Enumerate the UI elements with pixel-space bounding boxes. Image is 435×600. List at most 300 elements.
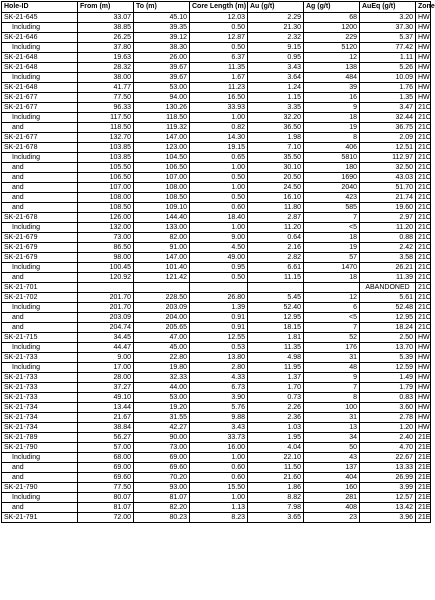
- hole-id-cell: SK-21-648: [2, 83, 78, 93]
- ag-cell: 137: [304, 463, 360, 473]
- au-cell: 2.26: [248, 403, 304, 413]
- au-cell: 7.98: [248, 503, 304, 513]
- table-row: [2, 193, 431, 203]
- core-length-cell: 1.67: [190, 73, 248, 83]
- hole-id-cell: Including: [2, 363, 78, 373]
- au-cell: 1.70: [248, 383, 304, 393]
- from-cell: 96.33: [78, 103, 134, 113]
- au-cell: 4.98: [248, 353, 304, 363]
- zone-cell: HW: [416, 393, 431, 403]
- to-cell: 109.10: [134, 203, 190, 213]
- core-length-cell: 0.91: [190, 313, 248, 323]
- hole-id-cell: and: [2, 193, 78, 203]
- aueq-cell: 43.03: [360, 173, 416, 183]
- zone-cell: HW: [416, 383, 431, 393]
- table-row: [2, 13, 431, 23]
- table-body: [2, 13, 431, 523]
- core-length-cell: 11.35: [190, 63, 248, 73]
- to-cell: [134, 283, 190, 293]
- ag-cell: 2040: [304, 183, 360, 193]
- au-cell: 24.50: [248, 183, 304, 193]
- aueq-cell: 1.79: [360, 383, 416, 393]
- from-cell: 73.00: [78, 233, 134, 243]
- au-cell: 11.80: [248, 203, 304, 213]
- core-length-cell: 0.60: [190, 203, 248, 213]
- au-cell: 22.10: [248, 453, 304, 463]
- zone-cell: 21C: [416, 153, 431, 163]
- table-row: [2, 373, 431, 383]
- from-cell: 28.00: [78, 373, 134, 383]
- to-cell: 73.00: [134, 443, 190, 453]
- hole-id-cell: and: [2, 503, 78, 513]
- table-row: [2, 163, 431, 173]
- from-cell: 106.50: [78, 173, 134, 183]
- from-cell: 26.25: [78, 33, 134, 43]
- core-length-cell: 6.73: [190, 383, 248, 393]
- hole-id-cell: Including: [2, 343, 78, 353]
- ag-cell: 404: [304, 473, 360, 483]
- ag-cell: 1200: [304, 23, 360, 33]
- table-row: [2, 303, 431, 313]
- aueq-cell: 18.24: [360, 323, 416, 333]
- hole-id-cell: SK-21-734: [2, 403, 78, 413]
- aueq-cell: 32.44: [360, 113, 416, 123]
- hole-id-cell: SK-21-677: [2, 93, 78, 103]
- au-cell: 3.64: [248, 73, 304, 83]
- aueq-cell: 1.35: [360, 93, 416, 103]
- ag-cell: 19: [304, 243, 360, 253]
- ag-cell: 18: [304, 113, 360, 123]
- table-row: [2, 363, 431, 373]
- aueq-cell: 32.50: [360, 163, 416, 173]
- zone-cell: 21E: [416, 503, 431, 513]
- core-length-cell: 18.40: [190, 213, 248, 223]
- aueq-cell: 11.20: [360, 223, 416, 233]
- table-row: [2, 393, 431, 403]
- from-cell: 105.50: [78, 163, 134, 173]
- from-cell: 57.00: [78, 443, 134, 453]
- core-length-cell: 0.95: [190, 263, 248, 273]
- core-length-cell: 0.50: [190, 23, 248, 33]
- to-cell: 108.50: [134, 193, 190, 203]
- aueq-cell: 10.09: [360, 73, 416, 83]
- from-cell: 49.10: [78, 393, 134, 403]
- ag-cell: 13: [304, 423, 360, 433]
- au-cell: 35.50: [248, 153, 304, 163]
- to-cell: 39.35: [134, 23, 190, 33]
- table-row: [2, 293, 431, 303]
- aueq-cell: 77.42: [360, 43, 416, 53]
- ag-cell: 43: [304, 453, 360, 463]
- from-cell: 33.07: [78, 13, 134, 23]
- au-cell: 30.10: [248, 163, 304, 173]
- to-cell: 204.00: [134, 313, 190, 323]
- ag-cell: 8: [304, 133, 360, 143]
- au-cell: 16.10: [248, 193, 304, 203]
- ag-cell: 7: [304, 383, 360, 393]
- core-length-cell: 6.37: [190, 53, 248, 63]
- zone-cell: HW: [416, 423, 431, 433]
- from-cell: 9.00: [78, 353, 134, 363]
- hole-id-cell: SK-21-734: [2, 413, 78, 423]
- zone-cell: 21C: [416, 103, 431, 113]
- table-row: [2, 483, 431, 493]
- to-cell: 39.12: [134, 33, 190, 43]
- to-cell: 108.00: [134, 183, 190, 193]
- header-aueq: AuEq (g/t): [360, 2, 416, 13]
- ag-cell: 18: [304, 273, 360, 283]
- zone-cell: HW: [416, 83, 431, 93]
- hole-id-cell: SK-21-734: [2, 423, 78, 433]
- to-cell: 90.00: [134, 433, 190, 443]
- from-cell: 41.77: [78, 83, 134, 93]
- from-cell: 77.50: [78, 93, 134, 103]
- zone-cell: HW: [416, 363, 431, 373]
- core-length-cell: 1.39: [190, 303, 248, 313]
- from-cell: 69.00: [78, 463, 134, 473]
- to-cell: 69.60: [134, 463, 190, 473]
- ag-cell: 7: [304, 323, 360, 333]
- zone-cell: 21C: [416, 143, 431, 153]
- to-cell: 104.50: [134, 153, 190, 163]
- to-cell: 119.32: [134, 123, 190, 133]
- zone-cell: 21C: [416, 183, 431, 193]
- hole-id-cell: SK-21-646: [2, 33, 78, 43]
- hole-id-cell: SK-21-790: [2, 483, 78, 493]
- zone-cell: 21C: [416, 323, 431, 333]
- hole-id-cell: and: [2, 203, 78, 213]
- to-cell: 205.65: [134, 323, 190, 333]
- core-length-cell: 2.80: [190, 363, 248, 373]
- ag-cell: <5: [304, 223, 360, 233]
- zone-cell: 21C: [416, 263, 431, 273]
- table-row: [2, 143, 431, 153]
- hole-id-cell: Including: [2, 263, 78, 273]
- aueq-cell: 1.76: [360, 83, 416, 93]
- zone-cell: 21C: [416, 303, 431, 313]
- au-cell: 11.95: [248, 363, 304, 373]
- aueq-cell: 112.97: [360, 153, 416, 163]
- zone-cell: 21E: [416, 433, 431, 443]
- hole-id-cell: SK-21-678: [2, 213, 78, 223]
- from-cell: 19.63: [78, 53, 134, 63]
- ag-cell: 18: [304, 233, 360, 243]
- table-row: [2, 223, 431, 233]
- hole-id-cell: SK-21-789: [2, 433, 78, 443]
- hole-id-cell: and: [2, 473, 78, 483]
- table-row: [2, 213, 431, 223]
- au-cell: 1.86: [248, 483, 304, 493]
- core-length-cell: 0.53: [190, 343, 248, 353]
- au-cell: 20.50: [248, 173, 304, 183]
- table-row: [2, 423, 431, 433]
- to-cell: 106.50: [134, 163, 190, 173]
- aueq-cell: 13.70: [360, 343, 416, 353]
- from-cell: 132.70: [78, 133, 134, 143]
- core-length-cell: 1.00: [190, 183, 248, 193]
- to-cell: 31.55: [134, 413, 190, 423]
- au-cell: 11.15: [248, 273, 304, 283]
- header-zone: Zone: [416, 2, 431, 13]
- zone-cell: HW: [416, 63, 431, 73]
- zone-cell: HW: [416, 333, 431, 343]
- hole-id-cell: Including: [2, 43, 78, 53]
- from-cell: 201.70: [78, 303, 134, 313]
- au-cell: 21.30: [248, 23, 304, 33]
- hole-id-cell: SK-21-679: [2, 253, 78, 263]
- table-row: [2, 503, 431, 513]
- core-length-cell: 16.00: [190, 443, 248, 453]
- header-core-length: Core Length (m): [190, 2, 248, 13]
- hole-id-cell: SK-21-678: [2, 143, 78, 153]
- core-length-cell: 1.00: [190, 113, 248, 123]
- from-cell: 120.92: [78, 273, 134, 283]
- zone-cell: 21C: [416, 213, 431, 223]
- core-length-cell: 0.60: [190, 463, 248, 473]
- aueq-cell: 4.70: [360, 443, 416, 453]
- core-length-cell: 33.73: [190, 433, 248, 443]
- ag-cell: 8: [304, 393, 360, 403]
- to-cell: 70.20: [134, 473, 190, 483]
- to-cell: 19.80: [134, 363, 190, 373]
- to-cell: 82.00: [134, 233, 190, 243]
- table-row: [2, 43, 431, 53]
- aueq-cell: 1.49: [360, 373, 416, 383]
- table-row: [2, 83, 431, 93]
- to-cell: 147.00: [134, 253, 190, 263]
- aueq-cell: 3.96: [360, 513, 416, 523]
- au-cell: 3.35: [248, 103, 304, 113]
- aueq-cell: 21.74: [360, 193, 416, 203]
- zone-cell: 21C: [416, 283, 431, 293]
- table-row: [2, 153, 431, 163]
- au-cell: 2.32: [248, 33, 304, 43]
- aueq-cell: 3.20: [360, 13, 416, 23]
- ag-cell: 39: [304, 83, 360, 93]
- hole-id-cell: Including: [2, 303, 78, 313]
- au-cell: 9.15: [248, 43, 304, 53]
- table-row: [2, 103, 431, 113]
- core-length-cell: 11.23: [190, 83, 248, 93]
- au-cell: 11.35: [248, 343, 304, 353]
- core-length-cell: 0.50: [190, 193, 248, 203]
- table-row: [2, 133, 431, 143]
- assay-results-table: [1, 1, 435, 523]
- au-cell: 5.45: [248, 293, 304, 303]
- zone-cell: 21E: [416, 453, 431, 463]
- ag-cell: 180: [304, 163, 360, 173]
- core-length-cell: 9.00: [190, 233, 248, 243]
- zone-cell: 21E: [416, 443, 431, 453]
- zone-cell: 21E: [416, 463, 431, 473]
- core-length-cell: 16.50: [190, 93, 248, 103]
- aueq-cell: 3.99: [360, 483, 416, 493]
- hole-id-cell: Including: [2, 453, 78, 463]
- to-cell: 228.50: [134, 293, 190, 303]
- zone-cell: HW: [416, 343, 431, 353]
- au-cell: 6.61: [248, 263, 304, 273]
- aueq-cell: 12.59: [360, 363, 416, 373]
- aueq-cell: 2.09: [360, 133, 416, 143]
- zone-cell: HW: [416, 403, 431, 413]
- zone-cell: HW: [416, 353, 431, 363]
- zone-cell: HW: [416, 53, 431, 63]
- aueq-cell: 36.75: [360, 123, 416, 133]
- from-cell: 38.84: [78, 423, 134, 433]
- hole-id-cell: SK-21-733: [2, 383, 78, 393]
- au-cell: 3.43: [248, 63, 304, 73]
- au-cell: 1.98: [248, 133, 304, 143]
- to-cell: 91.00: [134, 243, 190, 253]
- hole-id-cell: Including: [2, 493, 78, 503]
- au-cell: 1.37: [248, 373, 304, 383]
- to-cell: 147.00: [134, 133, 190, 143]
- table-row: [2, 313, 431, 323]
- aueq-cell: 5.61: [360, 293, 416, 303]
- au-cell: 1.03: [248, 423, 304, 433]
- to-cell: 123.00: [134, 143, 190, 153]
- to-cell: 53.00: [134, 83, 190, 93]
- hole-id-cell: SK-21-645: [2, 13, 78, 23]
- to-cell: 82.20: [134, 503, 190, 513]
- to-cell: 44.00: [134, 383, 190, 393]
- to-cell: 22.80: [134, 353, 190, 363]
- from-cell: 34.45: [78, 333, 134, 343]
- ag-cell: 31: [304, 413, 360, 423]
- zone-cell: 21C: [416, 203, 431, 213]
- hole-id-cell: Including: [2, 113, 78, 123]
- zone-cell: 21E: [416, 483, 431, 493]
- au-cell: 1.81: [248, 333, 304, 343]
- to-cell: 133.00: [134, 223, 190, 233]
- table-row: [2, 23, 431, 33]
- aueq-cell: 12.95: [360, 313, 416, 323]
- hole-id-cell: SK-21-677: [2, 103, 78, 113]
- table-row: [2, 453, 431, 463]
- aueq-cell: ABANDONED: [360, 283, 416, 293]
- from-cell: 77.50: [78, 483, 134, 493]
- hole-id-cell: SK-21-677: [2, 133, 78, 143]
- from-cell: 107.00: [78, 183, 134, 193]
- to-cell: 19.20: [134, 403, 190, 413]
- core-length-cell: 12.87: [190, 33, 248, 43]
- core-length-cell: 49.00: [190, 253, 248, 263]
- aueq-cell: 11.39: [360, 273, 416, 283]
- au-cell: 8.82: [248, 493, 304, 503]
- hole-id-cell: SK-21-679: [2, 243, 78, 253]
- zone-cell: 21E: [416, 513, 431, 523]
- from-cell: 17.00: [78, 363, 134, 373]
- from-cell: 118.50: [78, 123, 134, 133]
- aueq-cell: 26.21: [360, 263, 416, 273]
- table-row: [2, 53, 431, 63]
- from-cell: 108.00: [78, 193, 134, 203]
- from-cell: [78, 283, 134, 293]
- table-row: [2, 93, 431, 103]
- zone-cell: 21C: [416, 123, 431, 133]
- from-cell: 117.50: [78, 113, 134, 123]
- header-ag: Ag (g/t): [304, 2, 360, 13]
- aueq-cell: 0.88: [360, 233, 416, 243]
- aueq-cell: 5.37: [360, 33, 416, 43]
- au-cell: 2.82: [248, 253, 304, 263]
- aueq-cell: 13.33: [360, 463, 416, 473]
- au-cell: 36.50: [248, 123, 304, 133]
- aueq-cell: 26.99: [360, 473, 416, 483]
- hole-id-cell: and: [2, 183, 78, 193]
- core-length-cell: 3.90: [190, 393, 248, 403]
- hole-id-cell: and: [2, 463, 78, 473]
- from-cell: 56.27: [78, 433, 134, 443]
- au-cell: 11.20: [248, 223, 304, 233]
- au-cell: 7.10: [248, 143, 304, 153]
- table-row: [2, 433, 431, 443]
- zone-cell: 21C: [416, 253, 431, 263]
- core-length-cell: 0.65: [190, 153, 248, 163]
- ag-cell: 5120: [304, 43, 360, 53]
- to-cell: 93.00: [134, 483, 190, 493]
- zone-cell: 21C: [416, 163, 431, 173]
- from-cell: 98.00: [78, 253, 134, 263]
- zone-cell: 21C: [416, 243, 431, 253]
- hole-id-cell: Including: [2, 223, 78, 233]
- ag-cell: 281: [304, 493, 360, 503]
- core-length-cell: 1.00: [190, 493, 248, 503]
- aueq-cell: 12.51: [360, 143, 416, 153]
- au-cell: 52.40: [248, 303, 304, 313]
- zone-cell: HW: [416, 43, 431, 53]
- au-cell: 0.95: [248, 53, 304, 63]
- aueq-cell: 3.58: [360, 253, 416, 263]
- table-row: [2, 473, 431, 483]
- table-row: [2, 353, 431, 363]
- table-row: [2, 183, 431, 193]
- from-cell: 69.60: [78, 473, 134, 483]
- aueq-cell: 2.78: [360, 413, 416, 423]
- core-length-cell: 0.82: [190, 123, 248, 133]
- to-cell: 47.00: [134, 333, 190, 343]
- hole-id-cell: and: [2, 313, 78, 323]
- aueq-cell: 13.42: [360, 503, 416, 513]
- table-row: [2, 33, 431, 43]
- core-length-cell: 15.50: [190, 483, 248, 493]
- au-cell: 21.60: [248, 473, 304, 483]
- to-cell: 69.00: [134, 453, 190, 463]
- from-cell: 203.09: [78, 313, 134, 323]
- aueq-cell: 2.40: [360, 433, 416, 443]
- hole-id-cell: SK-21-790: [2, 443, 78, 453]
- ag-cell: 9: [304, 373, 360, 383]
- from-cell: 86.50: [78, 243, 134, 253]
- ag-cell: 31: [304, 353, 360, 363]
- aueq-cell: 5.26: [360, 63, 416, 73]
- aueq-cell: 37.30: [360, 23, 416, 33]
- zone-cell: HW: [416, 73, 431, 83]
- hole-id-cell: and: [2, 273, 78, 283]
- zone-cell: HW: [416, 33, 431, 43]
- hole-id-cell: SK-21-715: [2, 333, 78, 343]
- to-cell: 42.27: [134, 423, 190, 433]
- from-cell: 28.32: [78, 63, 134, 73]
- hole-id-cell: SK-21-733: [2, 373, 78, 383]
- ag-cell: 16: [304, 93, 360, 103]
- to-cell: 39.67: [134, 73, 190, 83]
- zone-cell: 21C: [416, 293, 431, 303]
- ag-cell: 100: [304, 403, 360, 413]
- core-length-cell: 26.80: [190, 293, 248, 303]
- aueq-cell: 1.11: [360, 53, 416, 63]
- from-cell: 103.85: [78, 153, 134, 163]
